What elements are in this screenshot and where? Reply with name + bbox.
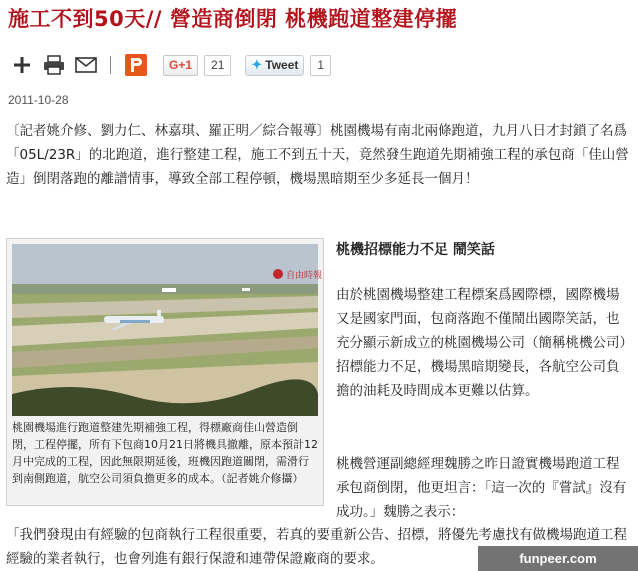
article-headline: 施工不到50天// 營造商倒閉 桃機跑道整建停擺 xyxy=(8,7,458,31)
site-watermark: funpeer.com xyxy=(478,546,638,571)
section-subheading: 桃機招標能力不足 鬧笑話 xyxy=(336,242,495,258)
tweet-button[interactable] xyxy=(245,55,304,76)
print-icon[interactable] xyxy=(42,53,66,77)
add-icon[interactable] xyxy=(10,53,34,77)
body-paragraph-3: 「我們發現由有經驗的包商執行工程很重要，若真的要重新公告、招標，將優先考慮找有做機場跑道工程經驗的業者執行，也會列進有銀行保證和連帶保證廠商的要求。 xyxy=(6,527,627,567)
lead-paragraph: 〔記者姚介修、劉力仁、林嘉琪、羅正明／綜合報導〕桃園機場有南北兩條跑道，九月八日才封鎖了名爲「05L/23R」的北跑道，進行整建工程，施工不到五十天，竟然發生跑道先期補強工程的承包商「佳山營造」倒閉落跑的離譜情事，導致全部工程停頓，機場黑暗期至少多延長一個月！ xyxy=(6,123,629,187)
tweet-label: Tweet xyxy=(265,58,299,72)
email-icon[interactable] xyxy=(74,53,98,77)
share-toolbar xyxy=(0,48,638,82)
plurk-icon[interactable] xyxy=(125,54,147,76)
tweet-count: 1 xyxy=(310,55,331,76)
photo-badge-text: 自由時報 xyxy=(286,271,323,281)
gplus-count: 21 xyxy=(204,55,231,76)
twitter-bird-icon: ✦ xyxy=(251,57,263,72)
body-paragraph-1: 由於桃園機場整建工程標案爲國際標，國際機場又是國家門面，包商落跑不僅鬧出國際笑話，也充分顯示新成立的桃園機場公司（簡稱桃機公司）招標能力不足，機場黑暗期變長，各航空公司負擔的油耗及時間成本更難以估算。 xyxy=(336,287,627,399)
gplus-button[interactable]: G+1 xyxy=(163,55,198,76)
photo-caption: 桃園機場進行跑道整建先期補強工程，得標廠商佳山營造倒閉，工程停擺，所有下包商10月21日將機具撤離，原本預計12月中完成的工程，因此無限期延後，班機因跑道關閉，需滑行到南側跑道，航空公司須負擔更多的成本。（記者姚介修攝） xyxy=(12,421,318,485)
article-date: 2011-10-28 xyxy=(8,93,69,107)
runway-photo xyxy=(12,244,323,416)
toolbar-divider xyxy=(110,56,111,74)
body-paragraph-2: 桃機營運副總經理魏勝之昨日證實機場跑道工程承包商倒閉，他更坦言：「這一次的『嘗試』沒有成功。」魏勝之表示： xyxy=(336,456,627,520)
photo-figure xyxy=(6,238,324,506)
